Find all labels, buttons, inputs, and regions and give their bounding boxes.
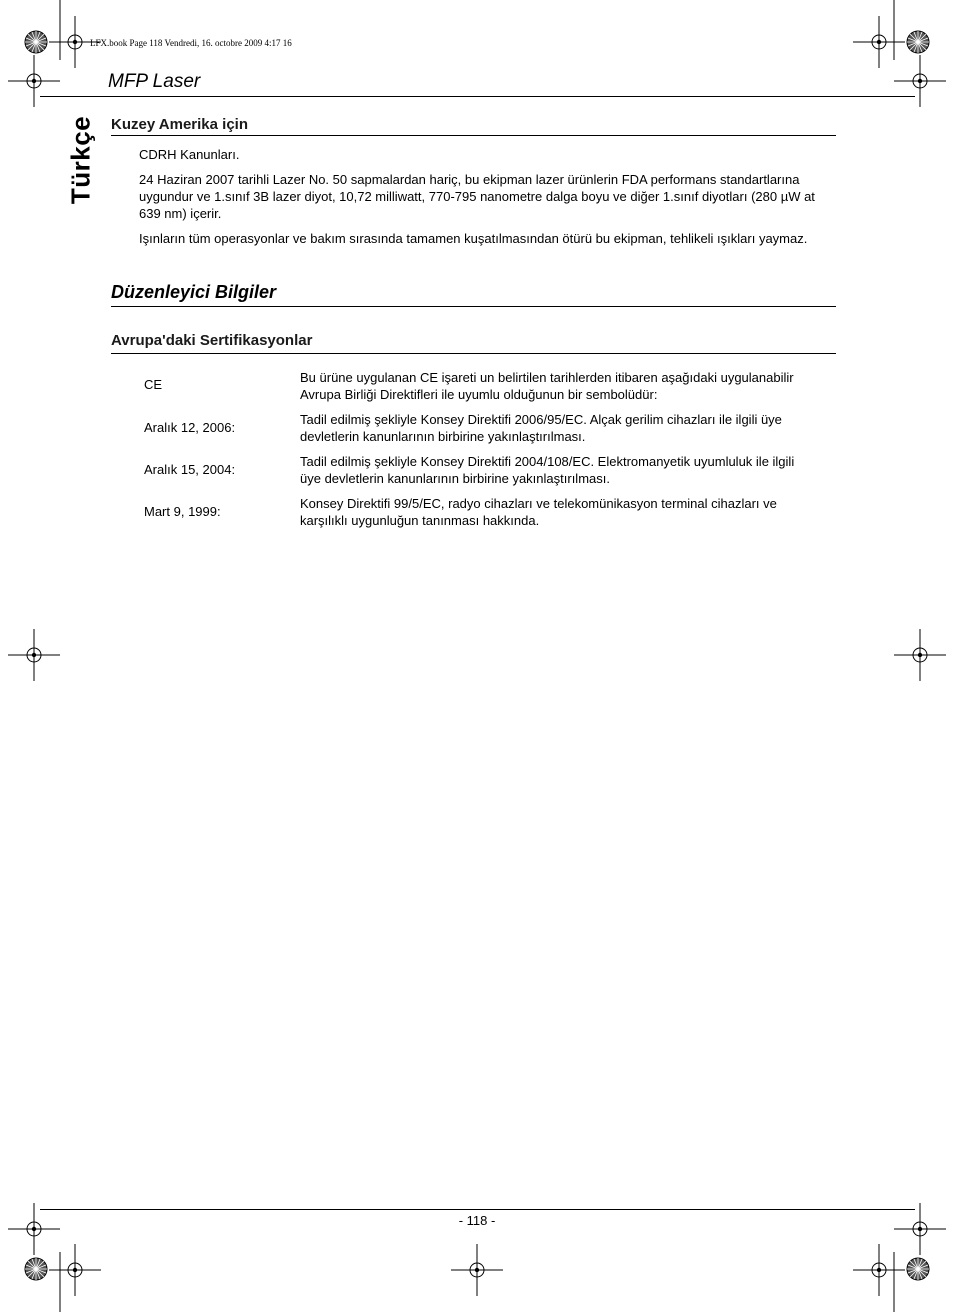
footer-rule [40,1209,915,1210]
language-tab [62,115,100,205]
page-number: - 118 - [458,1213,496,1228]
europe-rule [111,353,836,354]
print-info: LFX.book Page 118 Vendredi, 16. octobre 2009 4:17 16 [90,38,292,48]
regulatory-heading: Düzenleyici Bilgiler [111,282,277,302]
paragraph-radiation: Işınların tüm operasyonlar ve bakım sırasında tamamen kuşatılmasından ötürü bu ekipman, tehlikeli ışıkları yaymaz. [139,231,808,246]
cert-text: Tadil edilmiş şekliyle Konsey Direktifi 2006/95/EC. Alçak gerilim cihazları ile ilgili üye devletlerin kanunlarının birbirine yakınlaştırılması. [300,412,782,444]
language-tab-label: Türkçe [65,115,96,205]
cert-date: Aralık 12, 2006: [144,420,236,435]
europe-heading: Avrupa'daki Sertifikasyonlar [111,332,313,349]
paragraph-laser-compliance: 24 Haziran 2007 tarihli Lazer No. 50 sapmalardan hariç, bu ekipman lazer ürünlerin FDA performans standartlarına uygundur ve 1.sınıf 3B lazer diyot, 10,72 milliwatt, 770-795 nanometre dalga boyu ve diğer 1.sınıf diyotları (280 µW at 639 nm) içerir. [139,172,815,221]
cert-date: Mart 9, 1999: [144,504,221,519]
cert-text: Tadil edilmiş şekliyle Konsey Direktifi 2004/108/EC. Elektromanyetik uyumluluk ile ilgili üye devletlerin kanunlarının birbirine yakınlaştırılması. [300,454,795,486]
cert-text: Konsey Direktifi 99/5/EC, radyo cihazları ve telekomünikasyon terminal cihazları ve karşılıklı uygunluğun tanınması hakkında. [300,496,777,528]
paragraph-cdrh: CDRH Kanunları. [139,147,240,162]
cert-date: CE [144,377,163,392]
header-rule [40,96,915,97]
regulatory-rule [111,306,836,307]
cert-text: Bu ürüne uygulanan CE işareti un belirtilen tarihlerden itibaren aşağıdaki uygulanabilir Avrupa Birliği Direktifleri ile uyumlu olduğunun bir sembolüdür: [300,370,794,402]
header-title: MFP Laser [108,71,201,92]
north-america-rule [111,135,836,136]
north-america-heading: Kuzey Amerika için [111,116,248,133]
cert-date: Aralık 15, 2004: [144,462,236,477]
